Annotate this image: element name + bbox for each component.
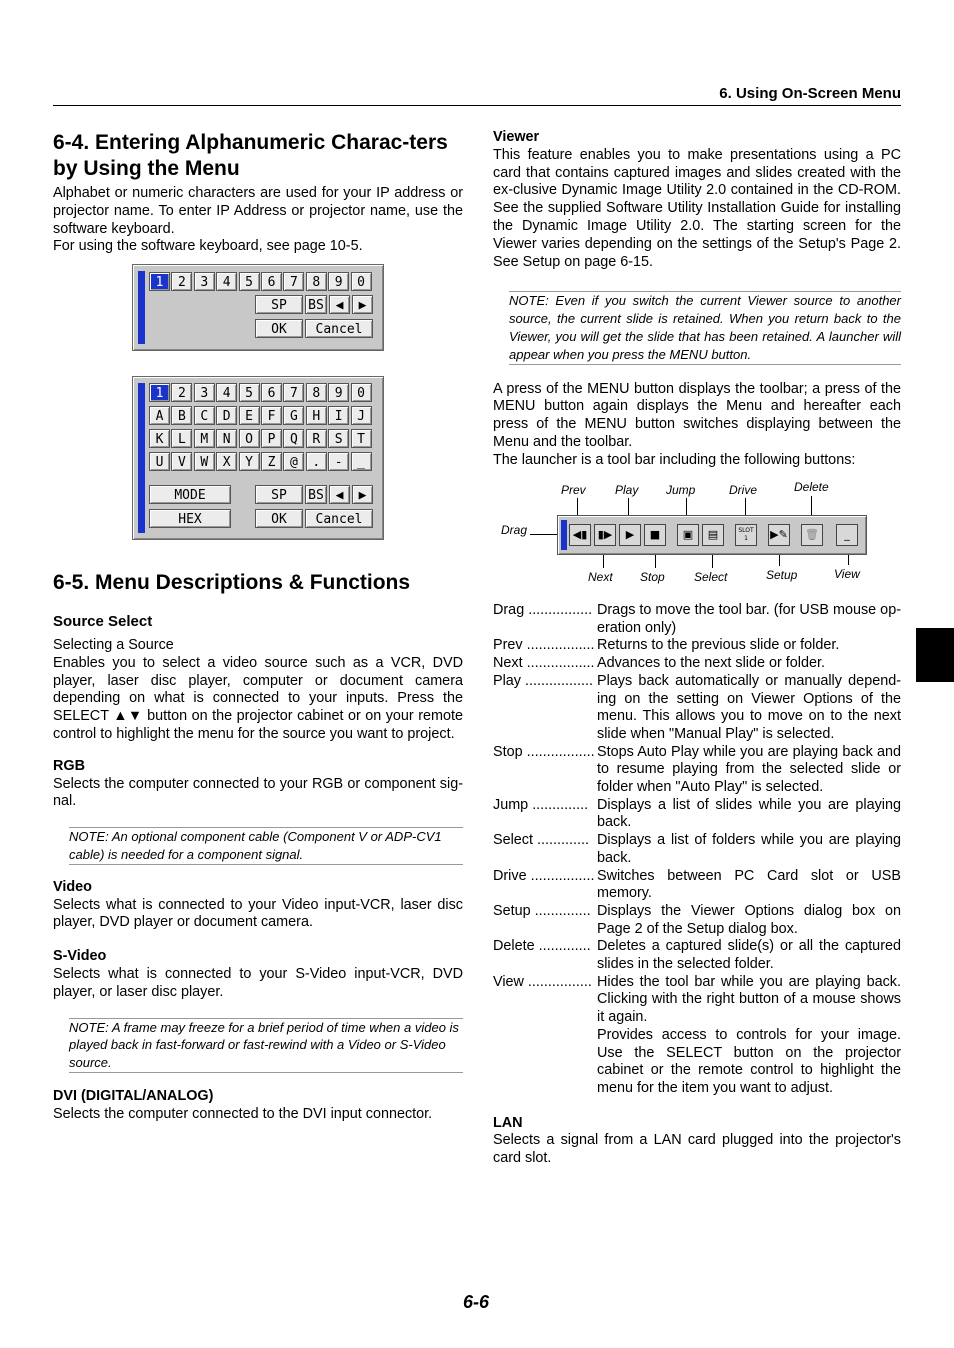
definition-row: [493, 974, 901, 1027]
software-keyboard-numeric: [132, 264, 384, 351]
key-0[interactable]: 0: [351, 272, 372, 291]
page-number: 6-6: [463, 1292, 490, 1312]
viewer-paragraph: This feature enables you to make presentations using a PC card that contains captured images and slides created with the ex-clusive Dynamic Image Utility 2.0 contained in the CD-ROM. See the supplied Software Utility Installation Guide for installing the Dynamic Image Utility 2.0. The starting screen for the Viewer varies depending on the settings of the Setup's Page 2. See Setup on page 6-15.: [493, 146, 901, 270]
cancel-key[interactable]: Cancel: [305, 509, 373, 528]
slot-icon: SLOT 1: [738, 527, 754, 542]
definition-desc: Advances to the next slide or folder.: [597, 655, 825, 672]
label-prev: Prev: [561, 483, 586, 497]
cancel-key[interactable]: Cancel: [305, 319, 373, 338]
key-6[interactable]: 6: [261, 272, 282, 291]
dvi-heading: DVI (DIGITAL/ANALOG): [53, 1087, 214, 1104]
key-I[interactable]: I: [328, 406, 349, 425]
lan-heading: LAN: [493, 1114, 523, 1131]
definition-row: [493, 903, 901, 938]
section-6-4: [53, 130, 463, 256]
definition-row: [493, 744, 901, 797]
mode-key[interactable]: MODE: [149, 485, 231, 504]
intro-reference: For using the software keyboard, see page 10-5.: [53, 238, 363, 255]
key-B[interactable]: B: [171, 406, 192, 425]
key-6[interactable]: 6: [261, 383, 282, 402]
section-6-5: [53, 570, 463, 1124]
key-A[interactable]: A: [149, 406, 170, 425]
definition-row: [493, 673, 901, 744]
definition-row: [493, 938, 901, 973]
stop-icon: ■: [649, 528, 661, 541]
launcher-toolbar: [557, 515, 867, 555]
key-X[interactable]: X: [216, 452, 237, 471]
running-header: [53, 85, 901, 106]
definition-term: View ................: [493, 973, 592, 990]
key-.[interactable]: .: [306, 452, 327, 471]
key-5[interactable]: 5: [239, 383, 260, 402]
play-icon: ▶: [625, 528, 635, 541]
definition-term: Play .................: [493, 672, 593, 689]
ok-key[interactable]: OK: [255, 319, 303, 338]
backspace-key[interactable]: BS: [305, 485, 327, 504]
jump-button[interactable]: [677, 524, 699, 546]
key-8[interactable]: 8: [306, 272, 327, 291]
setup-button[interactable]: [768, 524, 790, 546]
selecting-source-subheading: Selecting a Source: [53, 637, 174, 653]
label-setup: Setup: [766, 568, 798, 582]
label-select: Select: [694, 570, 728, 584]
video-heading: Video: [53, 878, 92, 895]
select-button[interactable]: [702, 524, 724, 546]
stop-button[interactable]: [644, 524, 666, 546]
source-select-paragraph: Enables you to select a video source such as a VCR, DVD player, laser disc player, computer or document camera depending on what is connected to your inputs. Press the SELECT ▲▼ button on the projector cabinet or on your remote control to highlight the menu for the source you want to project.: [53, 654, 463, 742]
key-2[interactable]: 2: [171, 272, 192, 291]
key-L[interactable]: L: [171, 429, 192, 448]
definition-row: [493, 637, 901, 655]
hex-key[interactable]: HEX: [149, 509, 231, 528]
keyboard-focus-bar: [138, 271, 145, 344]
key-3[interactable]: 3: [194, 383, 215, 402]
chapter-tab-marker: [916, 628, 954, 682]
launcher-button-definitions: [493, 602, 901, 1168]
rgb-heading: RGB: [53, 757, 85, 774]
definition-term: Delete .............: [493, 938, 591, 955]
label-drive: Drive: [729, 483, 758, 497]
key-D[interactable]: D: [216, 406, 237, 425]
rgb-paragraph: Selects the computer connected to your RGB or component sig-nal.: [53, 775, 463, 810]
definition-term: Drive ................: [493, 867, 595, 884]
key-@[interactable]: @: [283, 452, 304, 471]
menu-toolbar-paragraph: A press of the MENU button displays the toolbar; a press of the MENU button again displays the Menu and hereafter each press of the MENU button switches displaying between the Menu and the toolbar.: [493, 380, 901, 450]
key-Z[interactable]: Z: [261, 452, 282, 471]
key-5[interactable]: 5: [239, 272, 260, 291]
definition-desc: Displays the Viewer Options dialog box on Page 2 of the Setup dialog box.: [597, 902, 901, 937]
header-section-title: 6. Using On-Screen Menu: [719, 85, 901, 102]
key-0[interactable]: 0: [351, 383, 372, 402]
minimize-icon: _: [844, 528, 850, 541]
key-S[interactable]: S: [328, 429, 349, 448]
key-8[interactable]: 8: [306, 383, 327, 402]
key-H[interactable]: H: [306, 406, 327, 425]
key-K[interactable]: K: [149, 429, 170, 448]
definition-row: [493, 868, 901, 903]
intro-paragraph: Alphabet or numeric characters are used for your IP address or projector name. To enter IP Address or projector name, use the software keyboard.: [53, 185, 463, 237]
definition-row: [493, 602, 901, 637]
next-icon: ▮▶: [597, 528, 613, 541]
label-play: Play: [615, 483, 639, 497]
dvi-paragraph: Selects the computer connected to the DVI input connector.: [53, 1105, 433, 1122]
key-2[interactable]: 2: [171, 383, 192, 402]
definition-desc: Displays a list of folders while you are playing back.: [597, 832, 901, 866]
key--[interactable]: -: [328, 452, 349, 471]
view-extra-description: Provides access to controls for your image. Use the SELECT button on the projector cabinet or the remote control to highlight the menu for the item you want to adjust.: [597, 1026, 901, 1096]
label-view: View: [834, 567, 860, 581]
label-drag: Drag: [501, 523, 528, 537]
key-Y[interactable]: Y: [239, 452, 260, 471]
key-F[interactable]: F: [261, 406, 282, 425]
section-title-6-4: 6-4. Entering Alphanumeric Charac-ters by Using the Menu: [53, 131, 448, 180]
software-keyboard-full: [132, 376, 384, 540]
cursor-left-key[interactable]: ◀: [329, 485, 350, 504]
definition-desc: Deletes a captured slide(s) or all the captured slides in the selected folder.: [597, 938, 901, 973]
note-component-cable: NOTE: An optional component cable (Component V or ADP-CV1 cable) is needed for a component signal.: [69, 827, 463, 865]
svideo-paragraph: Selects what is connected to your S-Video input-VCR, DVD player, or laser disc player.: [53, 965, 463, 1000]
key-M[interactable]: M: [194, 429, 215, 448]
key-P[interactable]: P: [261, 429, 282, 448]
definition-desc: Displays a list of slides while you are playing back.: [597, 796, 901, 831]
launcher-intro: The launcher is a tool bar including the following buttons:: [493, 451, 856, 468]
prev-icon: ◀▮: [572, 528, 588, 541]
definition-desc: Switches between PC Card slot or USB memory.: [597, 867, 901, 902]
definition-term: Prev .................: [493, 637, 595, 654]
label-delete: Delete: [794, 480, 829, 494]
definition-desc: Stops Auto Play while you are playing back and to resume playing from the selected slide or folder when "Auto Play" is selected.: [597, 743, 901, 796]
drag-handle[interactable]: [561, 520, 567, 550]
key-1[interactable]: 1: [149, 383, 170, 402]
definition-term: Drag ................: [493, 602, 593, 618]
section-title-6-5: 6-5. Menu Descriptions & Functions: [53, 571, 411, 594]
key-J[interactable]: J: [351, 406, 372, 425]
space-key[interactable]: SP: [255, 295, 303, 314]
cursor-left-key[interactable]: ◀: [329, 295, 350, 314]
svideo-heading: S-Video: [53, 948, 107, 965]
definition-term: Setup ..............: [493, 902, 591, 919]
key-Q[interactable]: Q: [283, 429, 304, 448]
ok-key[interactable]: OK: [255, 509, 303, 528]
jump-icon: ▣: [682, 528, 694, 541]
delete-button[interactable]: [801, 524, 823, 546]
key-V[interactable]: V: [171, 452, 192, 471]
key-9[interactable]: 9: [328, 272, 349, 291]
key-T[interactable]: T: [351, 429, 372, 448]
keyboard-focus-bar: [138, 383, 145, 533]
definition-term: Stop .................: [493, 743, 595, 760]
next-button[interactable]: [594, 524, 616, 546]
key-G[interactable]: G: [283, 406, 304, 425]
key-W[interactable]: W: [194, 452, 215, 471]
key-7[interactable]: 7: [283, 272, 304, 291]
view-button[interactable]: [836, 524, 858, 546]
label-jump: Jump: [666, 483, 696, 497]
key-4[interactable]: 4: [216, 272, 237, 291]
cursor-right-key[interactable]: ▶: [352, 485, 373, 504]
setup-icon: ▶✎: [770, 528, 788, 541]
drive-button[interactable]: [735, 524, 757, 546]
backspace-key[interactable]: BS: [305, 295, 327, 314]
key-R[interactable]: R: [306, 429, 327, 448]
note-frame-freeze: NOTE: A frame may freeze for a brief period of time when a video is played back in fast-forward or fast-rewind with a Video or S-Video source.: [69, 1018, 463, 1073]
key-N[interactable]: N: [216, 429, 237, 448]
definition-row: [493, 797, 901, 832]
viewer-section: [493, 129, 901, 470]
viewer-heading: Viewer: [493, 129, 540, 145]
definition-desc: Plays back automatically or manually depend-ing on the setting on Viewer Options of the menu. This allows you to move on to the next slide when "Manual Play" is selected.: [597, 672, 901, 742]
prev-button[interactable]: [569, 524, 591, 546]
leader-drag: [530, 534, 560, 535]
key-C[interactable]: C: [194, 406, 215, 425]
key-1[interactable]: 1: [149, 272, 170, 291]
lan-paragraph: Selects a signal from a LAN card plugged into the projector's card slot.: [493, 1132, 901, 1167]
definition-term: Next .................: [493, 655, 595, 672]
key-O[interactable]: O: [239, 429, 260, 448]
key-E[interactable]: E: [239, 406, 260, 425]
definition-term: Jump ..............: [493, 796, 589, 813]
definition-term: Select .............: [493, 832, 589, 849]
key-9[interactable]: 9: [328, 383, 349, 402]
play-button[interactable]: [619, 524, 641, 546]
key-3[interactable]: 3: [194, 272, 215, 291]
note-viewer-source: NOTE: Even if you switch the current Viewer source to another source, the current slide is retained. When you return back to the Viewer, you will get the slide that has been retained. A launcher will appear when you press the MENU button.: [509, 291, 901, 364]
label-stop: Stop: [640, 570, 665, 584]
key-4[interactable]: 4: [216, 383, 237, 402]
select-folder-icon: ▤: [707, 528, 719, 541]
definition-row: [493, 655, 901, 673]
definition-row: [493, 832, 901, 867]
definition-desc: Drags to move the tool bar. (for USB mouse op-eration only): [597, 602, 901, 636]
definition-desc: Returns to the previous slide or folder.: [597, 637, 840, 654]
label-next: Next: [588, 570, 613, 584]
key-7[interactable]: 7: [283, 383, 304, 402]
trash-icon: 🗑: [805, 528, 819, 541]
key-U[interactable]: U: [149, 452, 170, 471]
space-key[interactable]: SP: [255, 485, 303, 504]
source-select-heading: Source Select: [53, 613, 153, 630]
video-paragraph: Selects what is connected to your Video input-VCR, laser disc player, DVD player or document camera.: [53, 896, 463, 931]
cursor-right-key[interactable]: ▶: [352, 295, 373, 314]
definition-desc: Hides the tool bar while you are playing back. Clicking with the right button of a mouse shows it again.: [597, 973, 901, 1026]
key-_[interactable]: _: [351, 452, 372, 471]
